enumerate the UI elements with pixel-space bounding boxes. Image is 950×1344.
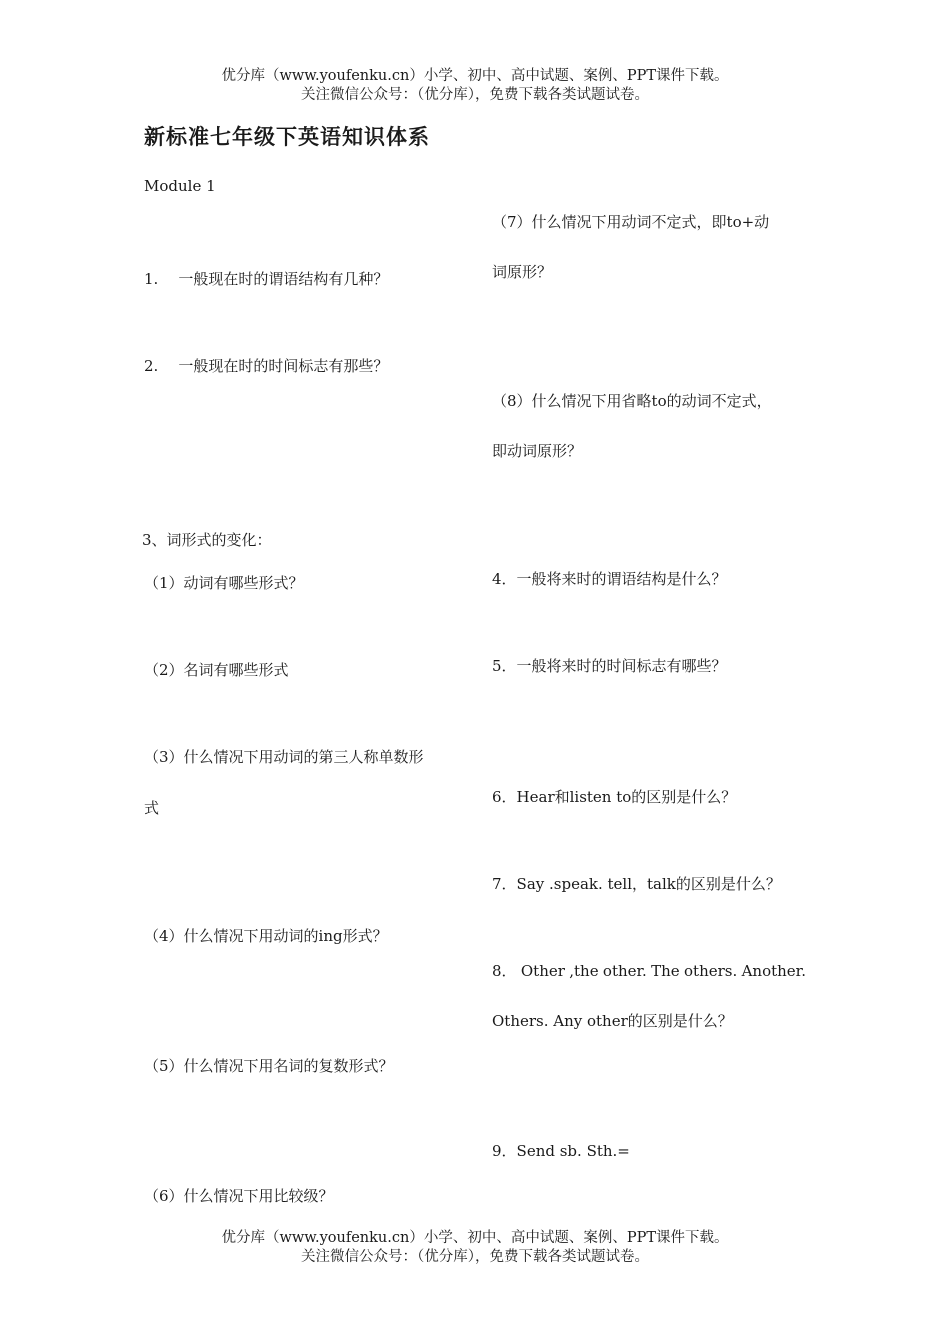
header-line-1: 优分库（www.youfenku.cn）小学、初中、高中试题、案例、PPT课件下载。 <box>221 68 729 84</box>
question-2 <box>144 357 388 376</box>
question-8-word: other. <box>602 962 647 980</box>
subquestion-3-line-2: 式 <box>144 799 160 817</box>
question-8-line-2: Others. Any other的区别是什么？ <box>492 1012 733 1030</box>
question-9: 9．Send sb. Sth.= <box>492 1142 630 1160</box>
question-1 <box>144 270 388 289</box>
question-5: 5．一般将来时的时间标志有哪些？ <box>492 657 727 675</box>
question-8-word: ,the <box>569 962 599 980</box>
subquestion-8-line-1: （8）什么情况下用省略to的动词不定式， <box>492 392 772 410</box>
question-6: 6．Hear和listen to的区别是什么？ <box>492 788 737 806</box>
question-3: 3、词形式的变化： <box>142 531 272 549</box>
footer-line-1: 优分库（www.youfenku.cn）小学、初中、高中试题、案例、PPT课件下载。 <box>221 1230 729 1246</box>
subquestion-2: （2）名词有哪些形式 <box>144 661 289 679</box>
module-label: Module 1 <box>144 177 216 195</box>
subquestion-4: （4）什么情况下用动词的ing形式？ <box>144 927 388 945</box>
subquestion-1: （1）动词有哪些形式？ <box>144 574 304 592</box>
question-8-word: 8． <box>492 962 517 980</box>
question-1-number: 1. <box>144 270 159 288</box>
subquestion-7-line-1: （7）什么情况下用动词不定式，即to+动 <box>492 213 770 231</box>
question-8-line-1 <box>492 962 806 981</box>
question-8-word: others. <box>684 962 738 980</box>
subquestion-3-line-1: （3）什么情况下用动词的第三人称单数形 <box>144 748 424 766</box>
question-8-word: Other <box>520 962 565 980</box>
question-2-text: 一般现在时的时间标志有那些？ <box>178 357 389 375</box>
subquestion-6: （6）什么情况下用比较级？ <box>144 1187 334 1205</box>
question-8-word: Another. <box>741 962 806 980</box>
question-1-text: 一般现在时的谓语结构有几种？ <box>178 270 389 288</box>
footer-line-2: 关注微信公众号：（优分库），免费下载各类试题试卷。 <box>301 1249 649 1265</box>
page-title: 新标准七年级下英语知识体系 <box>144 124 430 149</box>
subquestion-8-line-2: 即动词原形？ <box>492 442 583 460</box>
question-8-word: The <box>651 962 680 980</box>
question-7: 7．Say .speak. tell，talk的区别是什么？ <box>492 875 781 893</box>
subquestion-7-line-2: 词原形？ <box>492 263 553 281</box>
subquestion-5: （5）什么情况下用名词的复数形式？ <box>144 1057 394 1075</box>
question-4: 4．一般将来时的谓语结构是什么？ <box>492 570 727 588</box>
header-line-2: 关注微信公众号：（优分库），免费下载各类试题试卷。 <box>301 87 649 103</box>
question-2-number: 2. <box>144 357 159 375</box>
